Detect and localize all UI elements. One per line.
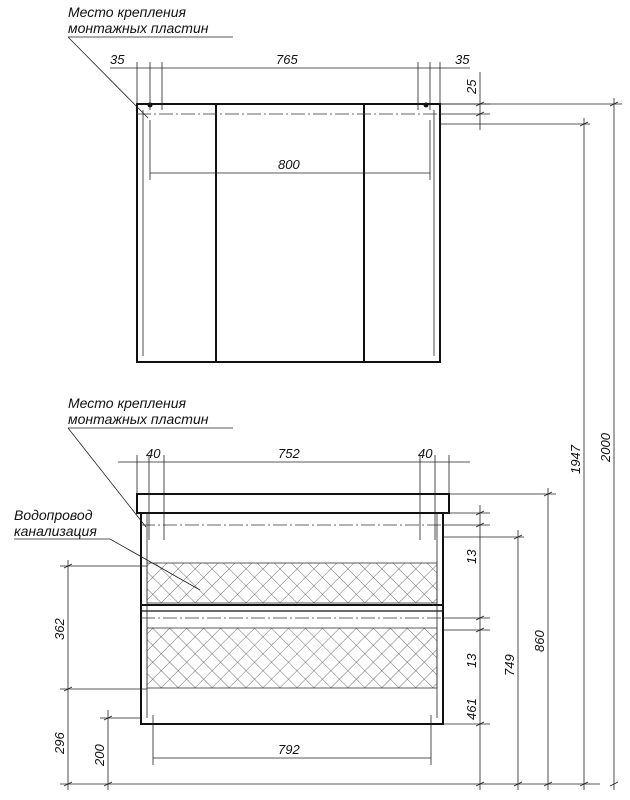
leader-top — [68, 37, 148, 118]
dim-bottom-span: 752 — [278, 446, 300, 461]
dim-h362: 362 — [52, 618, 67, 640]
label-mount-top-line1: Место крепления — [68, 4, 187, 20]
dim-top-left-gap: 35 — [110, 52, 125, 67]
cabinet-outline — [137, 104, 440, 362]
dim-cabinet-width: 800 — [278, 157, 300, 172]
dim-h461: 461 — [464, 698, 479, 720]
dim-h13-bottom: 13 — [464, 653, 479, 668]
dim-h749: 749 — [502, 654, 517, 676]
label-plumbing-line1: Водопровод — [14, 507, 93, 523]
label-mount-bottom-line2: монтажных пластин — [68, 411, 209, 427]
vanity-unit — [137, 494, 449, 724]
dim-h296: 296 — [52, 732, 67, 754]
countertop — [137, 494, 449, 513]
label-plumbing-line2: канализация — [14, 523, 97, 539]
plumbing-zone-upper — [147, 563, 437, 603]
dim-h2000: 2000 — [598, 433, 613, 462]
dim-h1947: 1947 — [568, 445, 583, 474]
dim-h200: 200 — [92, 744, 107, 766]
dim-h13-top: 13 — [464, 549, 479, 564]
dim-top-offset: 25 — [464, 79, 479, 94]
label-mount-top-line2: монтажных пластин — [68, 20, 209, 36]
dim-top-right-gap: 35 — [455, 52, 470, 67]
plumbing-zone-lower — [147, 628, 437, 688]
dim-bottom-right-gap: 40 — [418, 446, 433, 461]
mirror-cabinet — [137, 103, 440, 363]
label-mount-bottom-line1: Место крепления — [68, 395, 187, 411]
vanity-body — [141, 513, 443, 724]
dim-bottom-width: 792 — [278, 742, 300, 757]
dim-bottom-left-gap: 40 — [146, 446, 161, 461]
dim-h860: 860 — [532, 630, 547, 652]
right-dimensions — [440, 98, 622, 790]
dim-top-span: 765 — [276, 52, 298, 67]
mount-point-right — [424, 103, 429, 108]
